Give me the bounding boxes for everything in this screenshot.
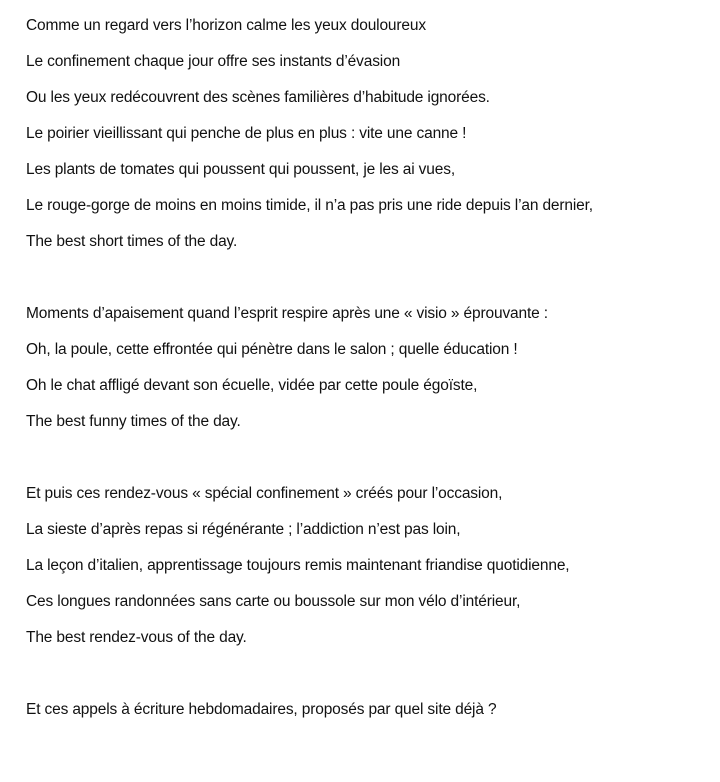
poem-body xyxy=(26,14,706,734)
poem-line: La sieste d’après repas si régénérante ; l’addiction n’est pas loin, xyxy=(26,521,461,538)
poem-line: Moments d’apaisement quand l’esprit respire après une « visio » éprouvante : xyxy=(26,305,548,322)
stanza-1 xyxy=(26,14,706,266)
stanza-4 xyxy=(26,698,706,734)
stanza-2 xyxy=(26,302,706,446)
poem-line: Ou les yeux redécouvrent des scènes familières d’habitude ignorées. xyxy=(26,89,490,106)
poem-line: Comme un regard vers l’horizon calme les yeux douloureux xyxy=(26,17,426,34)
poem-line: Et ces appels à écriture hebdomadaires, proposés par quel site déjà ? xyxy=(26,701,497,718)
poem-line: Le rouge-gorge de moins en moins timide, il n’a pas pris une ride depuis l’an dernier, xyxy=(26,197,593,214)
poem-line: Le poirier vieillissant qui penche de plus en plus : vite une canne ! xyxy=(26,125,467,142)
poem-line: Oh, la poule, cette effrontée qui pénètre dans le salon ; quelle éducation ! xyxy=(26,341,518,358)
poem-line: Les plants de tomates qui poussent qui poussent, je les ai vues, xyxy=(26,161,455,178)
poem-refrain: The best short times of the day. xyxy=(26,233,238,250)
poem-line: Oh le chat affligé devant son écuelle, vidée par cette poule égoïste, xyxy=(26,377,478,394)
poem-line: Et puis ces rendez-vous « spécial confinement » créés pour l’occasion, xyxy=(26,485,503,502)
stanza-3 xyxy=(26,482,706,662)
poem-refrain: The best funny times of the day. xyxy=(26,413,241,430)
poem-line: Le confinement chaque jour offre ses instants d’évasion xyxy=(26,53,401,70)
poem-refrain: The best rendez-vous of the day. xyxy=(26,629,247,646)
poem-line: Ces longues randonnées sans carte ou boussole sur mon vélo d’intérieur, xyxy=(26,593,521,610)
poem-line: La leçon d’italien, apprentissage toujours remis maintenant friandise quotidienne, xyxy=(26,557,570,574)
